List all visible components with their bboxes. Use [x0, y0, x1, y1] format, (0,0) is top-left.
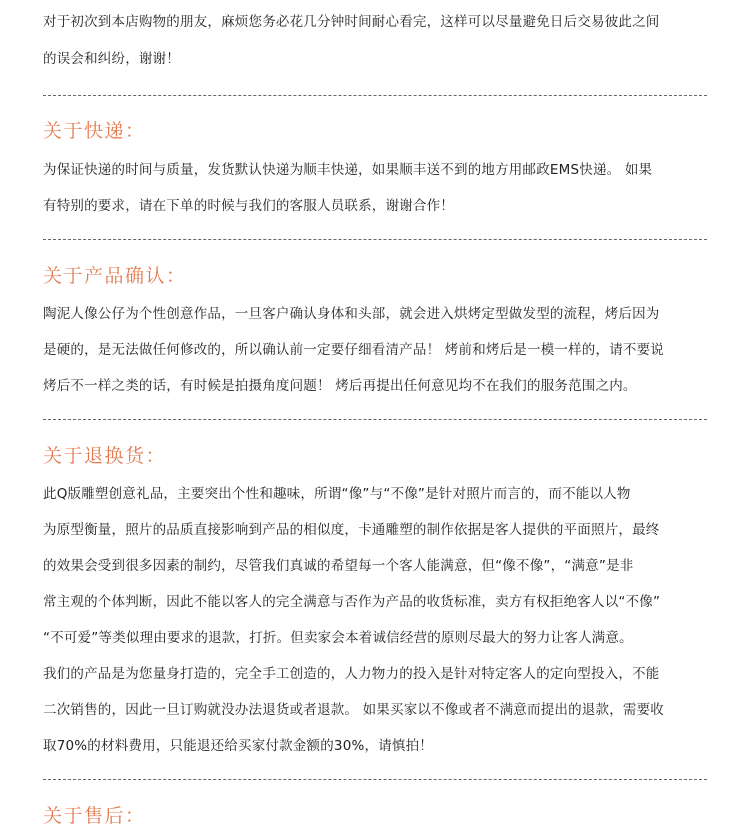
- section-heading-returns: 关于退换货：: [43, 445, 167, 467]
- section-divider: [43, 419, 707, 420]
- confirmation-line: 陶泥人像公仔为个性创意作品，一旦客户确认身体和头部，就会进入烘烤定型做发型的流程，烤后因为: [43, 306, 660, 322]
- section-divider: [43, 779, 707, 780]
- shipping-line: 有特别的要求，请在下单的时候与我们的客服人员联系，谢谢合作！: [43, 198, 454, 214]
- section-heading-after-sales: 关于售后：: [43, 805, 146, 827]
- returns-line: 我们的产品是为您量身打造的，完全手工创造的，人力物力的投入是针对特定客人的定向型投入，不能: [43, 666, 660, 682]
- confirmation-line: 是硬的，是无法做任何修改的，所以确认前一定要仔细看清产品！ 烤前和烤后是一模一样的，请不要说: [43, 342, 664, 358]
- confirmation-line: 烤后不一样之类的话，有时候是拍摄角度问题！ 烤后再提出任何意见均不在我们的服务范围之内。: [43, 378, 637, 394]
- returns-line: 常主观的个体判断，因此不能以客人的完全满意与否作为产品的收货标准，卖方有权拒绝客人以“不像”: [43, 594, 661, 610]
- intro-line: 的误会和纠纷，谢谢！: [43, 51, 180, 67]
- returns-line: 二次销售的，因此一旦订购就没办法退货或者退款。 如果买家以不像或者不满意而提出的退款，需要收: [43, 702, 664, 718]
- returns-line: 的效果会受到很多因素的制约，尽管我们真诚的希望每一个客人能满意，但“像不像”，“满意”是非: [43, 558, 634, 574]
- returns-line: “不可爱”等类似理由要求的退款，打折。但卖家会本着诚信经营的原则尽最大的努力让客人满意。: [43, 630, 633, 646]
- intro-line: 对于初次到本店购物的朋友，麻烦您务必花几分钟时间耐心看完，这样可以尽量避免日后交易彼此之间: [43, 14, 660, 30]
- returns-line: 此Q版雕塑创意礼品，主要突出个性和趣味，所谓“像”与“不像”是针对照片而言的，而不能以人物: [43, 486, 631, 502]
- shipping-line: 为保证快递的时间与质量，发货默认快递为顺丰快递，如果顺丰送不到的地方用邮政EMS快递。 如果: [43, 162, 653, 178]
- section-heading-confirmation: 关于产品确认：: [43, 265, 187, 287]
- section-divider: [43, 95, 707, 96]
- returns-line: 取70%的材料费用，只能退还给买家付款金额的30%，请慎拍！: [43, 738, 434, 754]
- section-divider: [43, 239, 707, 240]
- returns-line: 为原型衡量，照片的品质直接影响到产品的相似度，卡通雕塑的制作依据是客人提供的平面照片，最终: [43, 522, 660, 538]
- section-heading-shipping: 关于快递：: [43, 120, 146, 142]
